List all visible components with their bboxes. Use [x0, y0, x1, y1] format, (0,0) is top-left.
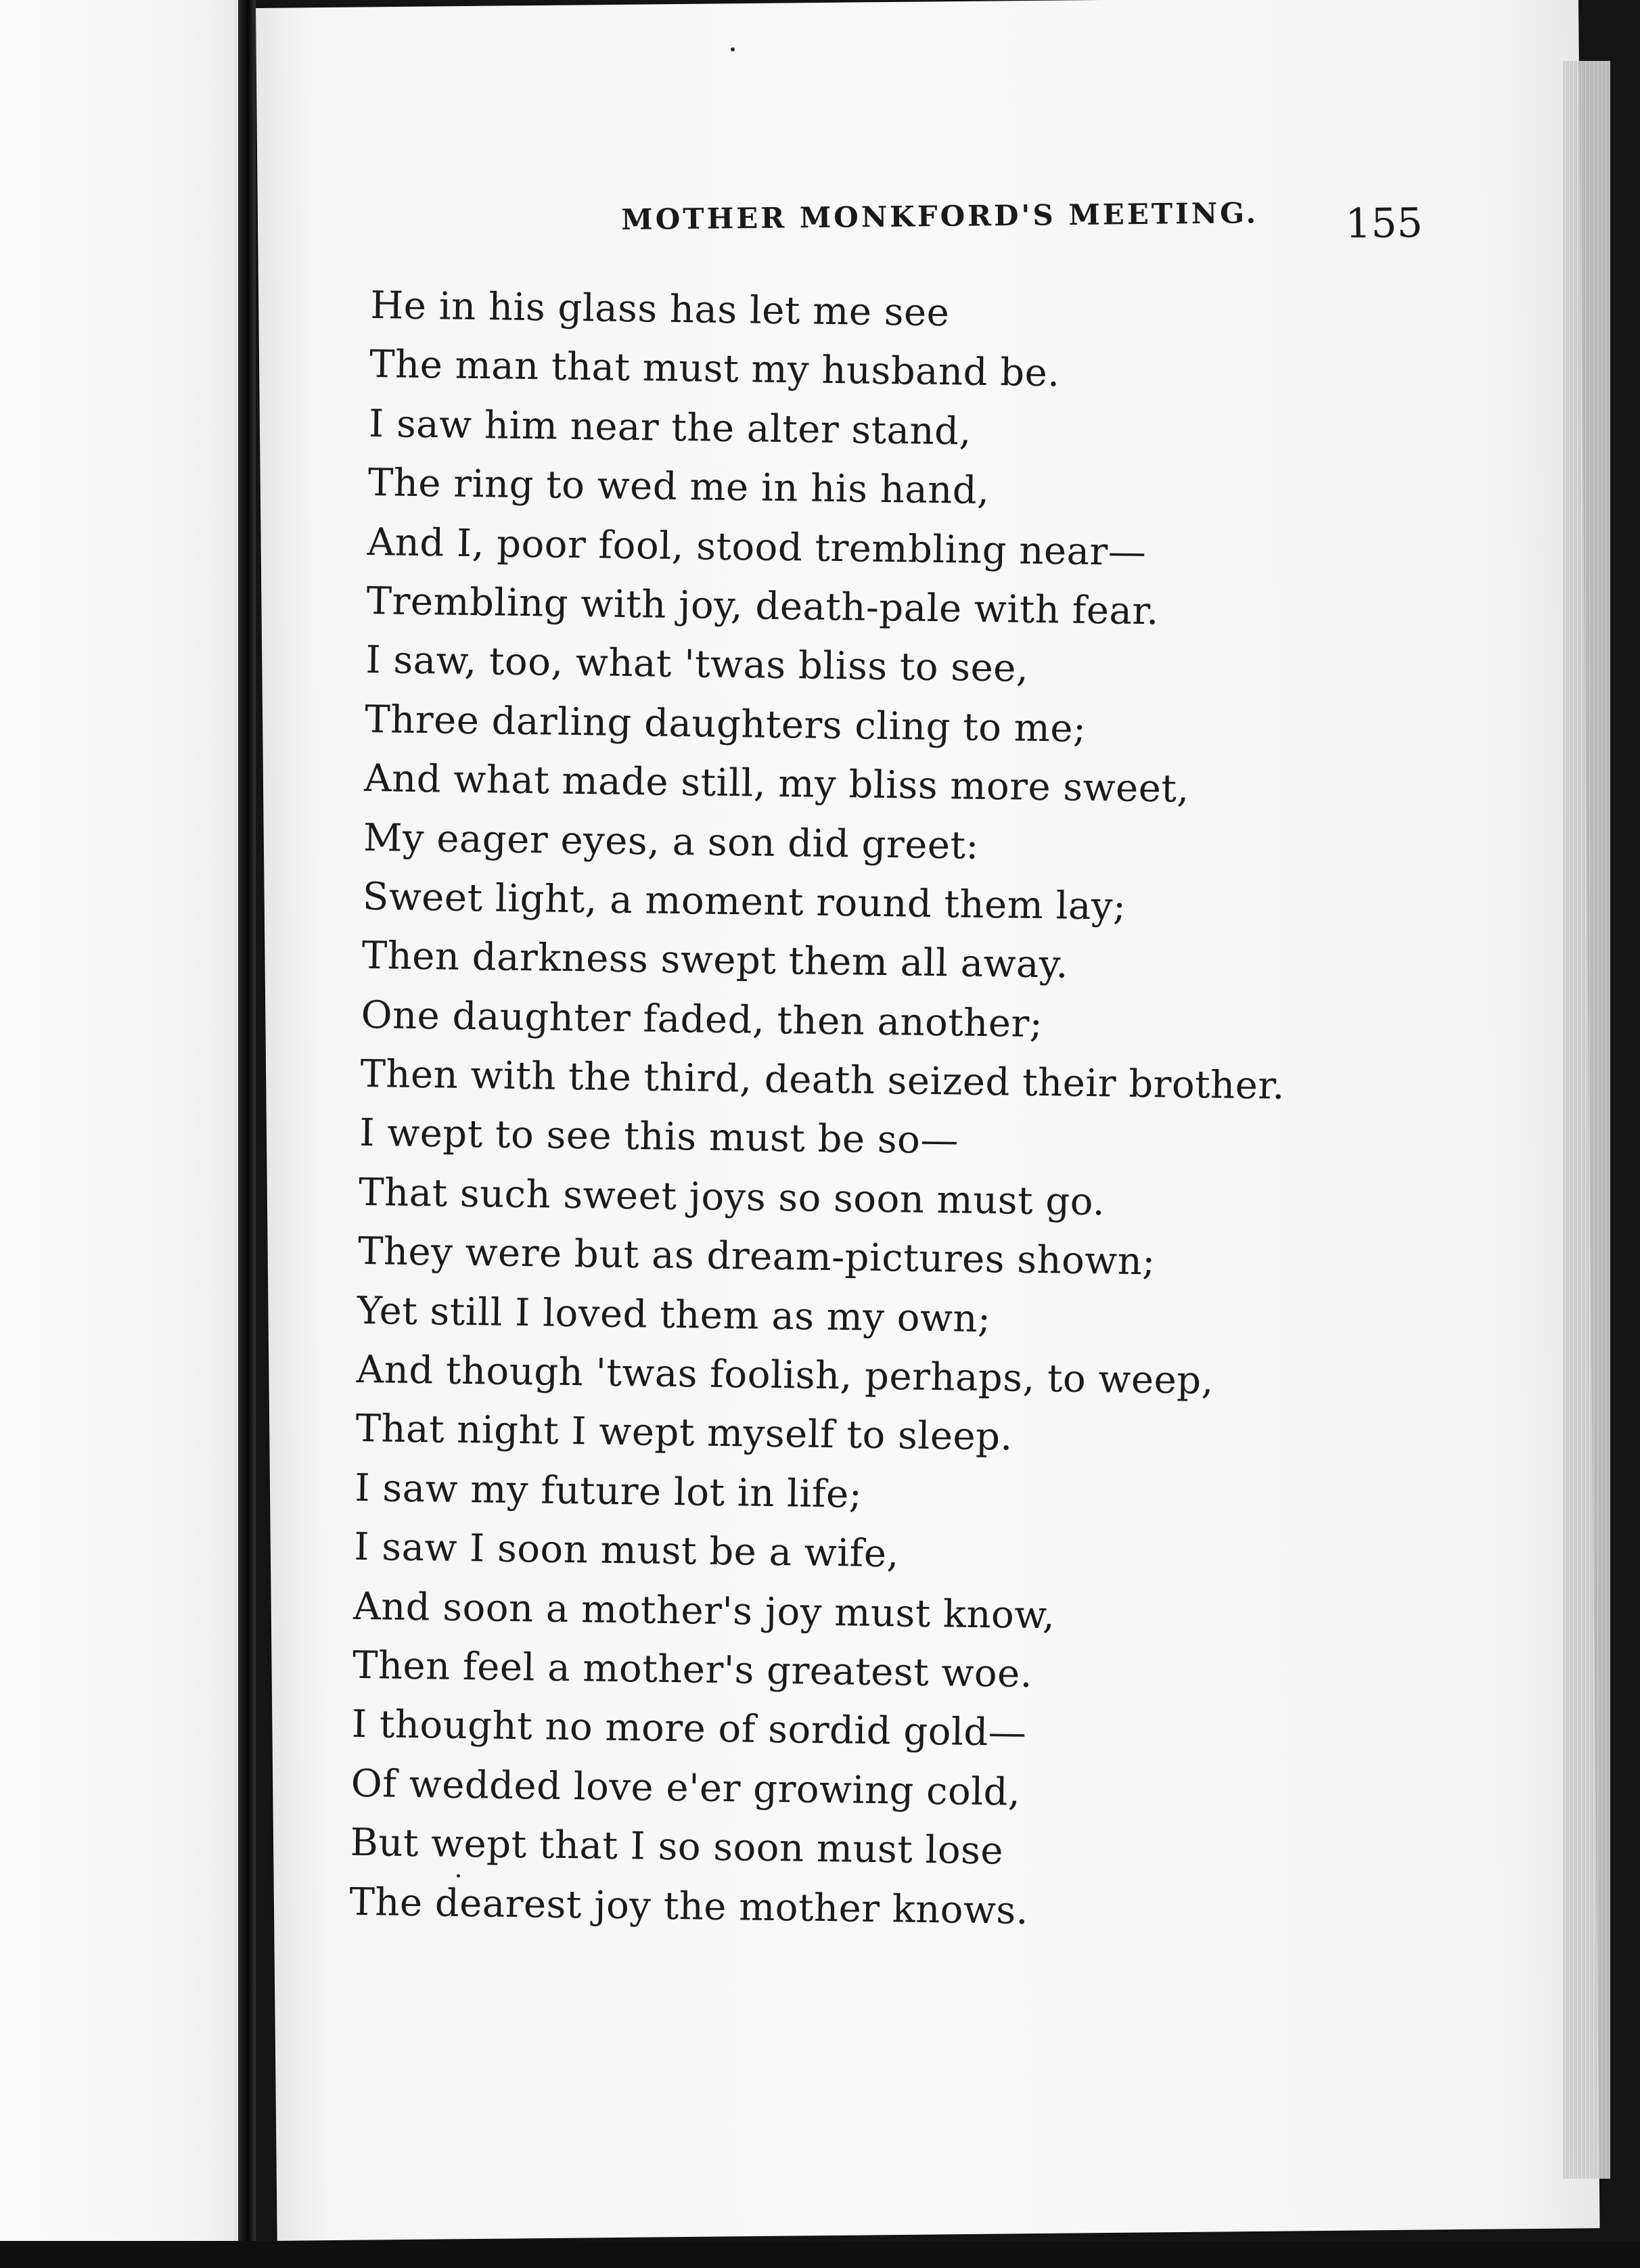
poem-line: My eager eyes, a son did greet: [363, 815, 980, 868]
running-head: MOTHER MONKFORD'S MEETING. [621, 196, 1259, 236]
poem-line: Trembling with joy, death-pale with fear. [366, 579, 1160, 634]
poem-line: And though 'twas foolish, perhaps, to weep, [356, 1347, 1214, 1403]
page-number: 155 [1345, 199, 1423, 248]
poem-line: Then with the third, death seized their brother. [360, 1051, 1285, 1108]
poem-line: Then feel a mother's greatest woe. [352, 1643, 1033, 1696]
poem-line: That such sweet joys so soon must go. [358, 1170, 1106, 1225]
poem-line: They were but as dream-pictures shown; [357, 1229, 1156, 1284]
poem-line: Sweet light, a moment round them lay; [362, 874, 1126, 929]
poem-line: The ring to wed me in his hand, [367, 461, 990, 514]
poem-line: He in his glass has let me see [370, 283, 950, 336]
poem-line: I saw my future lot in life; [355, 1466, 863, 1517]
poem-line: That night I wept myself to sleep. [355, 1407, 1013, 1459]
page-edges [1563, 61, 1610, 2179]
poem-line: I saw, too, what 'twas bliss to see, [365, 638, 1029, 691]
poem-line: And what made still, my bliss more sweet, [363, 756, 1190, 812]
poem-line: The man that must my husband be. [369, 342, 1060, 396]
left-facing-page [0, 0, 244, 2268]
ink-speck [731, 47, 735, 51]
poem-line: Yet still I loved them as my own; [357, 1288, 991, 1341]
poem-line: Three darling daughters cling to me; [364, 697, 1087, 751]
poem-line: But wept that I so soon must lose [350, 1820, 1004, 1874]
poem-line: I thought no more of sordid gold— [351, 1702, 1027, 1756]
poem-line: Then darkness swept them all away. [361, 934, 1069, 987]
poem-line: I saw I soon must be a wife, [353, 1525, 900, 1577]
poem-line: Of wedded love e'er growing cold, [350, 1761, 1021, 1815]
poem-line: The dearest joy the mother knows. [349, 1880, 1029, 1933]
poem-line: One daughter faded, then another; [361, 993, 1043, 1046]
poem-line: I saw him near the alter stand, [368, 401, 972, 454]
book-gutter [238, 0, 256, 2268]
poem-line: I wept to see this must be so— [359, 1111, 959, 1163]
scan-border-bottom [0, 2241, 1640, 2268]
poem-line: And soon a mother's joy must know, [352, 1584, 1055, 1637]
poem-line: And I, poor fool, stood trembling near— [367, 520, 1147, 574]
poem-text [349, 276, 1386, 1945]
